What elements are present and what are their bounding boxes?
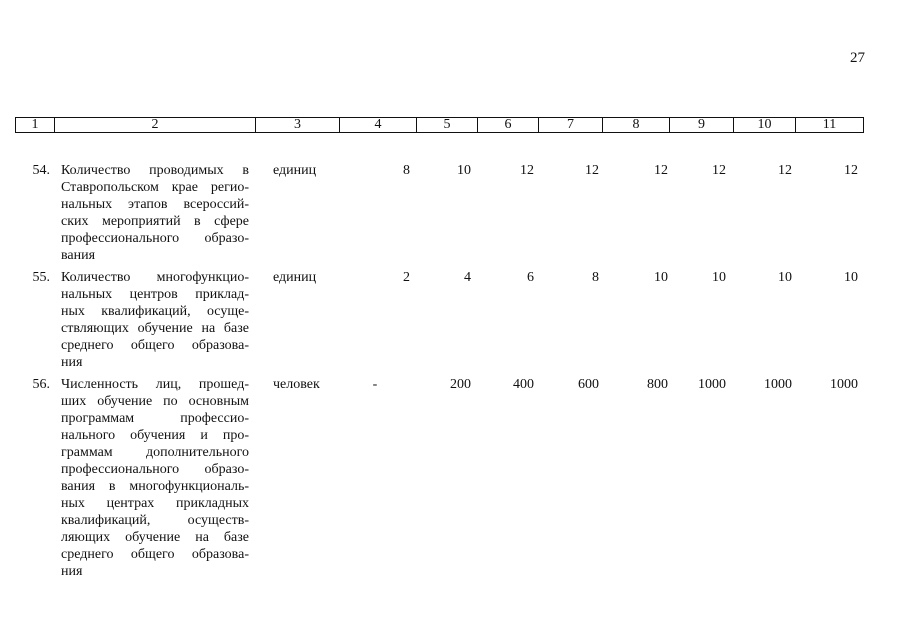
row-number: 55. — [32, 270, 50, 285]
indicator-name-line: Численность лиц, прошед- — [61, 377, 249, 392]
indicator-name-line: вания в многофункциональ- — [61, 479, 249, 494]
indicator-name-line: ших обучение по основным — [61, 394, 249, 409]
header-col-7: 7 — [538, 118, 602, 132]
value-col-6: 6 — [527, 270, 534, 285]
value-col-4: - — [372, 377, 378, 392]
indicator-name-line: нального обучения и про- — [61, 428, 249, 443]
value-col-5: 10 — [457, 163, 471, 178]
indicator-name-line: Количество многофункцио- — [61, 270, 249, 285]
value-col-6: 400 — [513, 377, 534, 392]
indicator-name — [61, 162, 249, 264]
header-col-3: 3 — [255, 118, 339, 132]
value-col-5: 200 — [450, 377, 471, 392]
header-col-11: 11 — [795, 118, 863, 132]
indicator-name-line: программам профессио- — [61, 411, 249, 426]
indicator-name — [61, 269, 249, 371]
header-col-5: 5 — [416, 118, 477, 132]
header-col-8: 8 — [602, 118, 669, 132]
value-col-5: 4 — [464, 270, 471, 285]
page-number: 27 — [850, 50, 865, 66]
value-col-6: 12 — [520, 163, 534, 178]
indicator-name-line: профессионального образо- — [61, 231, 249, 246]
indicator-name-line: ских мероприятий в сфере — [61, 214, 249, 229]
value-col-11: 12 — [844, 163, 858, 178]
value-col-8: 800 — [647, 377, 668, 392]
value-col-9: 10 — [712, 270, 726, 285]
value-col-8: 10 — [654, 270, 668, 285]
indicator-name-line: ляющих обучение на базе — [61, 530, 249, 545]
indicator-name-line: ных центрах прикладных — [61, 496, 249, 511]
table-column-numbers-header — [15, 117, 864, 133]
row-number: 56. — [32, 377, 50, 392]
value-col-10: 12 — [778, 163, 792, 178]
value-col-8: 12 — [654, 163, 668, 178]
indicator-name-line: ных квалификаций, осуще- — [61, 304, 249, 319]
header-col-4: 4 — [339, 118, 416, 132]
row-number: 54. — [32, 163, 50, 178]
unit-of-measure: человек — [273, 377, 320, 392]
value-col-4: 8 — [403, 163, 410, 178]
value-col-4: 2 — [403, 270, 410, 285]
indicator-name-line: среднего общего образова- — [61, 338, 249, 353]
value-col-7: 600 — [578, 377, 599, 392]
value-col-7: 12 — [585, 163, 599, 178]
header-col-6: 6 — [477, 118, 538, 132]
value-col-10: 1000 — [764, 377, 792, 392]
indicator-name-line: вания — [61, 248, 96, 263]
indicator-name-line: среднего общего образова- — [61, 547, 249, 562]
indicator-name-line: нальных этапов всероссий- — [61, 197, 249, 212]
value-col-11: 1000 — [830, 377, 858, 392]
indicator-name-line: граммам дополнительного — [61, 445, 249, 460]
unit-of-measure: единиц — [273, 163, 317, 178]
header-col-10: 10 — [733, 118, 795, 132]
indicator-name-line: нальных центров приклад- — [61, 287, 249, 302]
unit-of-measure: единиц — [273, 270, 317, 285]
header-col-1: 1 — [31, 117, 39, 132]
header-col-2: 2 — [54, 118, 255, 132]
indicator-name-line: Количество проводимых в — [61, 163, 249, 178]
indicator-name — [61, 376, 249, 580]
value-col-9: 12 — [712, 163, 726, 178]
value-col-11: 10 — [844, 270, 858, 285]
value-col-10: 10 — [778, 270, 792, 285]
header-col-9: 9 — [669, 118, 733, 132]
indicator-name-line: Ставропольском крае регио- — [61, 180, 249, 195]
indicator-name-line: квалификаций, осуществ- — [61, 513, 249, 528]
value-col-9: 1000 — [698, 377, 726, 392]
indicator-name-line: ствляющих обучение на базе — [61, 321, 249, 336]
indicator-name-line: ния — [61, 564, 83, 579]
indicator-name-line: ния — [61, 355, 83, 370]
indicator-name-line: профессионального образо- — [61, 462, 249, 477]
value-col-7: 8 — [592, 270, 599, 285]
